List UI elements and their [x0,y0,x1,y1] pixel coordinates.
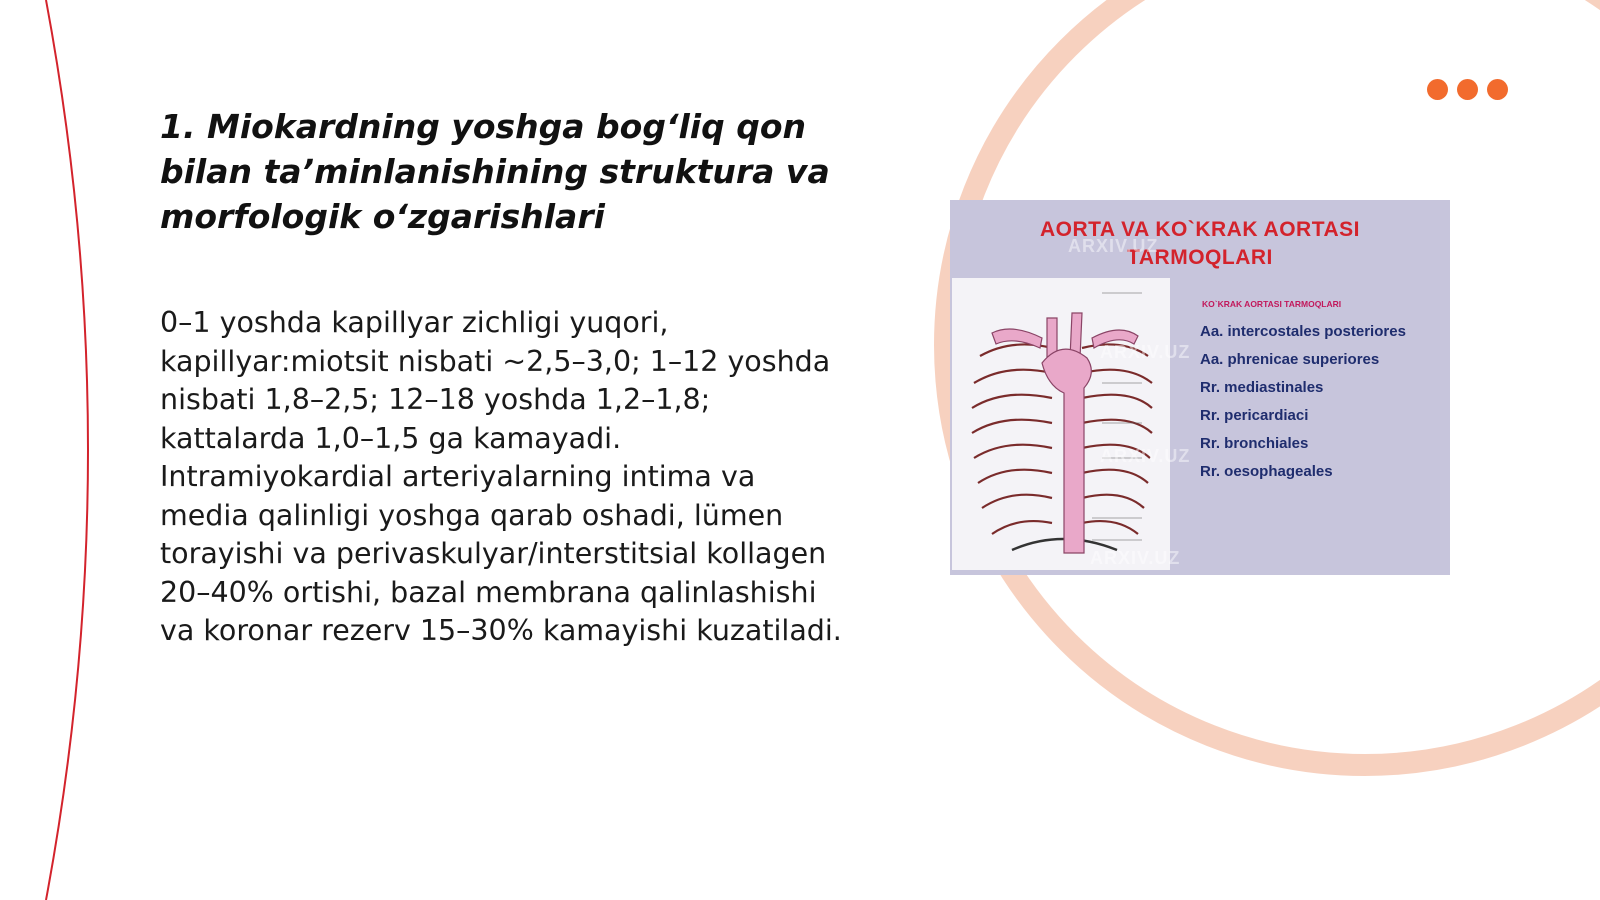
dot-icon [1457,79,1478,100]
slide-title: 1. Miokardning yoshga bog‘liq qon bilan ta’minlanishining struktura va morfologik o‘zgarishlari [160,107,830,236]
watermark: ARXIV.UZ [1100,446,1191,466]
left-red-curve [46,0,88,900]
figure-title-line2: TARMOQLARI [1127,246,1273,269]
list-item: Rr. bronchiales [1200,435,1309,452]
watermark: ARXIV.UZ [1100,342,1191,362]
figure-title-line1: AORTA VA KO`KRAK AORTASI [1040,218,1360,241]
watermark: ARXIV.UZ [1068,236,1159,256]
watermark: ARXIV.UZ [1090,548,1181,568]
list-item: Aa. intercostales posteriores [1200,323,1406,340]
slide-body-text: 0–1 yoshda kapillyar zichligi yuqori, kapillyar:miotsit nisbati ~2,5–3,0; 1–12 yoshda nisbati 1,8–2,5; 12–18 yoshda 1,2–1,8; kattalarda 1,0–1,5 ga kamayadi. Intramiyokardial arteriyalarning intima va media qalinligi yoshga qarab oshadi, lümen torayishi va perivaskulyar/interstitsial kollagen 20–40% ortishi, bazal membrana qalinlashishi va koronar rezerv 15–30% kamayishi kuzatiladi. [160,306,842,647]
dot-icon [1427,79,1448,100]
dot-icon [1487,79,1508,100]
aorta-figure [950,200,1450,575]
branch-list [1200,322,1445,490]
aorta-drawing [952,278,1170,570]
more-dots-icon [1427,79,1508,101]
list-item: Rr. oesophageales [1200,463,1333,480]
list-item: Aa. phrenicae superiores [1200,351,1380,368]
aorta-anatomy-illustration [952,278,1170,570]
list-item: Rr. mediastinales [1200,379,1324,396]
branches-heading: KO`KRAK AORTASI TARMOQLARI [1202,299,1342,309]
figure-title [950,216,1450,272]
list-item: Rr. pericardiaci [1200,407,1309,424]
